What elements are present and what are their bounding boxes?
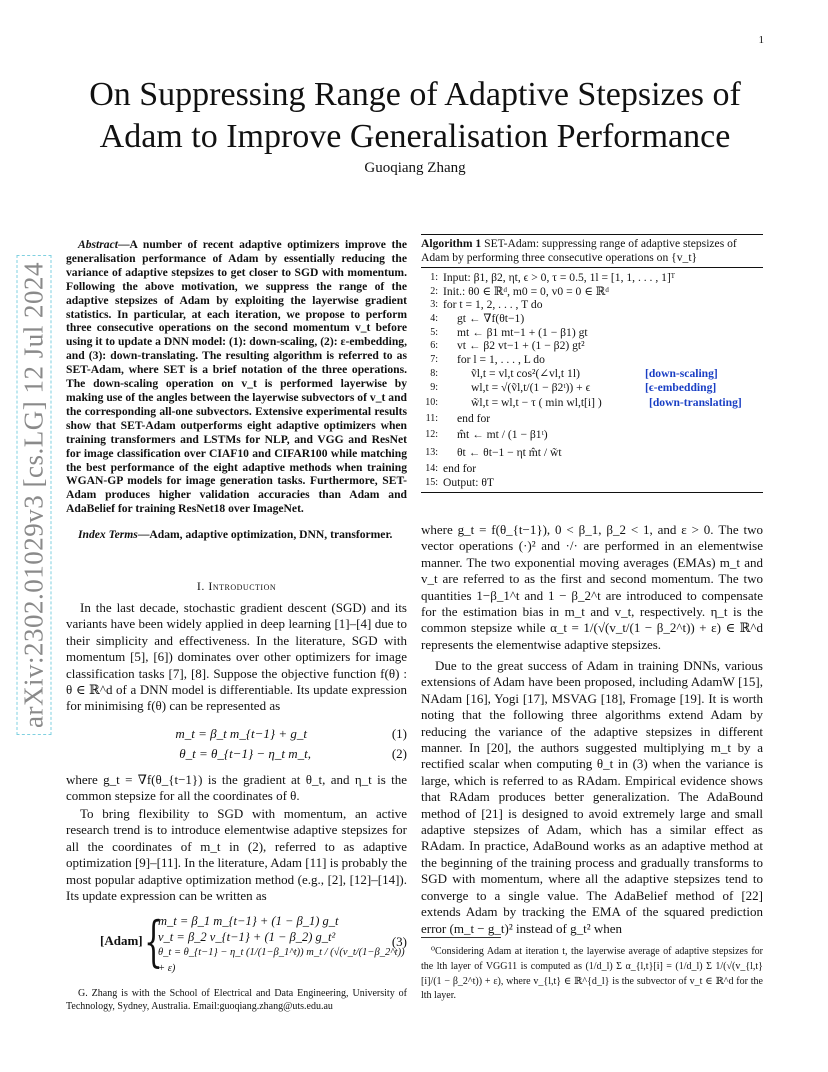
equation-2 [66,746,407,764]
algorithm-line: 12: m̂t ← mt / (1 − β1ᵗ) [425,427,548,441]
algorithm-line: 4: gt ← ∇f(θt−1) [430,312,525,326]
abstract-text: —A number of recent adaptive optimizers improve the generalisation performance of Adam by essentially reducing the variance of adaptive stepsizes to get closer to SGD with momentum. Following the above motivation, we suppress the range of the adaptive stepsizes of Adam by exploiting the layerwise gradient statistics. In particular, at each iteration, we propose to perform three consecutive operations on the second momentum v_t before using it to update a DNN model: (1): down-scaling, (2): ε-embedding, and (3): down-translating. The resulting algorithm is referred to as SET-Adam, where SET is a brief notation of the three operations. The down-scaling operation on v_t is performed layerwise by making use of the angles between the layerwise subvectors of v_t and the corresponding all-one subvectors. Extensive experimental results show that SET-Adam outperforms eight adaptive optimizers when training transformers and LSTMs for NLP, and VGG and ResNet for image classification over CIAF10 and CIFAR100 while matching the best performance of the eight adaptive methods when training WGAN-GP models for image generation tasks. Furthermore, SET-Adam produces higher validation accuracies than Adam and AdaBelief for training ResNet18 over ImageNet. [66,238,407,516]
index-terms [66,528,407,542]
author-footnote: G. Zhang is with the School of Electrical and Data Engineering, University of Technology, Sydney, Australia. Email:guoqiang.zhang@uts.edu.au [66,988,407,1012]
algorithm-body [421,268,763,493]
equation-2-body: θ_t = θ_{t−1} − η_t m_t, [179,746,311,761]
adaptive-paragraph: To bring flexibility to SGD with momentum, an active research trend is to introduce elementwise adaptive stepsizes for all the coordinates of m_t in (2), referred to as adaptive optimization [9]–[11]. In the literature, Adam [11] is probably the most popular adaptive optimization method (e.g., [2], [12]–[14]). Its update expression can be written as [66,806,407,904]
footnote-divider [421,937,501,938]
arxiv-id[interactable]: arXiv:2302.01029v3 [cs.LG] 12 Jul 2024 [17,255,52,735]
algorithm-line: 3: for t = 1, 2, . . . , T do [430,298,543,312]
algorithm-line: 1: Input: β1, β2, ηt, ϵ > 0, τ = 0.5, 1l = [1, 1, . . . , 1]ᵀ [430,271,676,284]
adam-equation-number: (3) [391,934,407,949]
algorithm-caption [421,235,763,268]
algorithm-line: 5: mt ← β1 mt−1 + (1 − β1) gt [430,325,588,339]
where-paragraph: where g_t = ∇f(θ_{t−1}) is the gradient at θ_t, and η_t is the common stepsize for all the coordinates of θ. [66,772,407,804]
index-terms-label: Index Terms [78,528,138,541]
title-line-1: On Suppressing Range of Adaptive Stepsizes of [89,76,741,113]
title-line-2: Adam to Improve Generalisation Performance [99,118,731,155]
arxiv-stamp[interactable] [14,262,54,728]
section-heading [66,579,407,594]
equation-2-number: (2) [391,746,407,761]
algorithm-line: 2: Init.: θ0 ∈ ℝᵈ, m0 = 0, v0 = 0 ∈ ℝᵈ [430,284,609,298]
paper-title [60,74,770,158]
adam-equation-line-2: v_t = β_2 v_{t−1} + (1 − β_2) g_t² [158,929,336,944]
left-brace-icon: { [144,910,163,973]
definitions-paragraph: where g_t = f(θ_{t−1}), 0 < β_1, β_2 < 1, and ε > 0. The two vector operations (·)² and ·/· are performed in an elementwise manner. The two exponential moving averages (EMAs) m_t and v_t are referred to as the first and second momentum. The two quantities 1−β_1^t and 1 − β_2^t are introduced to compensate for the estimation bias in m_t and v_t, respectively. η_t is the common stepsize while α_t = 1/(√(v_t/(1 − β_2^t)) + ε) ∈ ℝ^d represents the elementwise adaptive stepsizes. [421,522,763,652]
adam-equation-line-3: θ_t = θ_{t−1} − η_t (1/(1−β_1^t)) m_t / (√(v_t/(1−β_2^t)) + ε) [158,947,405,974]
algorithm-caption-text: SET-Adam: suppressing range of adaptive stepsizes of Adam by performing three consecutive operations on {v_t} [421,237,737,264]
epsilon-embedding-tag: [ϵ-embedding] [645,380,717,394]
stepsize-footnote: ⁰Considering Adam at iteration t, the layerwise average of adaptive stepsizes for the lth layer of VGG11 is computed as (1/d_l) Σ α_{l,t}[i] = (1/d_l) Σ 1/(√(v_{l,t}[i]/(1 − β_2^t)) + ε), where v_{l,t} ∈ ℝ^{d_l} is the subvector of v_t ∈ ℝ^d for the lth layer. [421,946,763,1002]
algorithm-line: 9: wl,t = √(ṽl,t/(1 − β2ᵗ)) + ϵ [ϵ-embedding] [430,380,717,394]
down-scaling-tag: [down-scaling] [645,366,718,380]
abstract [66,238,407,516]
adam-label: [Adam] [100,933,143,948]
algorithm-line: 8: ṽl,t = vl,t cos²(∠vl,t 1l) [down-scaling] [430,366,718,380]
algorithm-box [421,234,763,493]
algorithm-line: 7: for l = 1, . . . , L do [430,353,545,367]
section-number: I. [196,579,205,593]
adam-equation-lines [158,914,407,976]
algorithm-label: Algorithm 1 [421,237,482,250]
intro-paragraph-1: In the last decade, stochastic gradient descent (SGD) and its variants have been widely applied in deep learning [1]–[4] due to their simplicity and effectiveness. In the literature, SGD with momentum [5], [6]) dominates over other optimizers for image classification tasks [7], [8]. Suppose the objective function f(θ) : θ ∈ ℝ^d of a DNN model is differentiable. Its update expression for minimising f(θ) can be represented as [66,600,407,714]
extensions-paragraph: Due to the great success of Adam in training DNNs, various extensions of Adam have been proposed, including AdamW [15], NAdam [16], Yogi [17], MSVAG [18], Fromage [19]. It is worth noting that the following three algorithms extend Adam by reducing the variance of the adaptive stepsizes in different manner. In [20], the authors suggested multiplying m_t by a rectified scalar when computing θ_t in (3) when the variance is large, which is referred to as RAdam. Empirical evidence shows that RAdam produces better generalization. The AdaBound method of [21] is designed to avoid extremely large and small adaptive stepsizes of Adam, which has a similar effect as RAdam. In practice, AdaBound works as an adaptive method at the beginning of the training process and gradually transforms to SGD with momentum, where all the adaptive stepsizes tend to converge to a single value. The AdaBelief method of [22] extends Adam by tracking the EMA of the squared prediction error (m_t − g_t)² instead of g_t² when [421,658,763,936]
algorithm-line: 10: w̃l,t = wl,t − τ ( min wl,t[i] ) [down-translating] [421,394,763,412]
algorithm-line: 13: θt ← θt−1 − ηt m̂t / w̃t [425,445,562,459]
section-title: Introduction [208,579,277,593]
page-number: 1 [758,34,764,46]
equation-1 [66,726,407,744]
down-translating-tag: [down-translating] [649,396,742,410]
equation-1-body: m_t = β_t m_{t−1} + g_t [175,726,307,741]
algorithm-line: 6: vt ← β2 vt−1 + (1 − β2) gt² [430,339,585,353]
algorithm-line: 15: Output: θT [425,475,494,489]
index-terms-text: —Adam, adaptive optimization, DNN, transformer. [137,528,393,541]
equation-1-number: (1) [391,726,407,741]
adam-equation [66,910,407,974]
algorithm-line: 11: end for [425,412,491,426]
author: Guoqiang Zhang [364,160,466,176]
algorithm-line: 14: end for [425,461,477,475]
adam-equation-line-1: m_t = β_1 m_{t−1} + (1 − β_1) g_t [158,914,339,928]
abstract-label: Abstract [78,238,118,251]
